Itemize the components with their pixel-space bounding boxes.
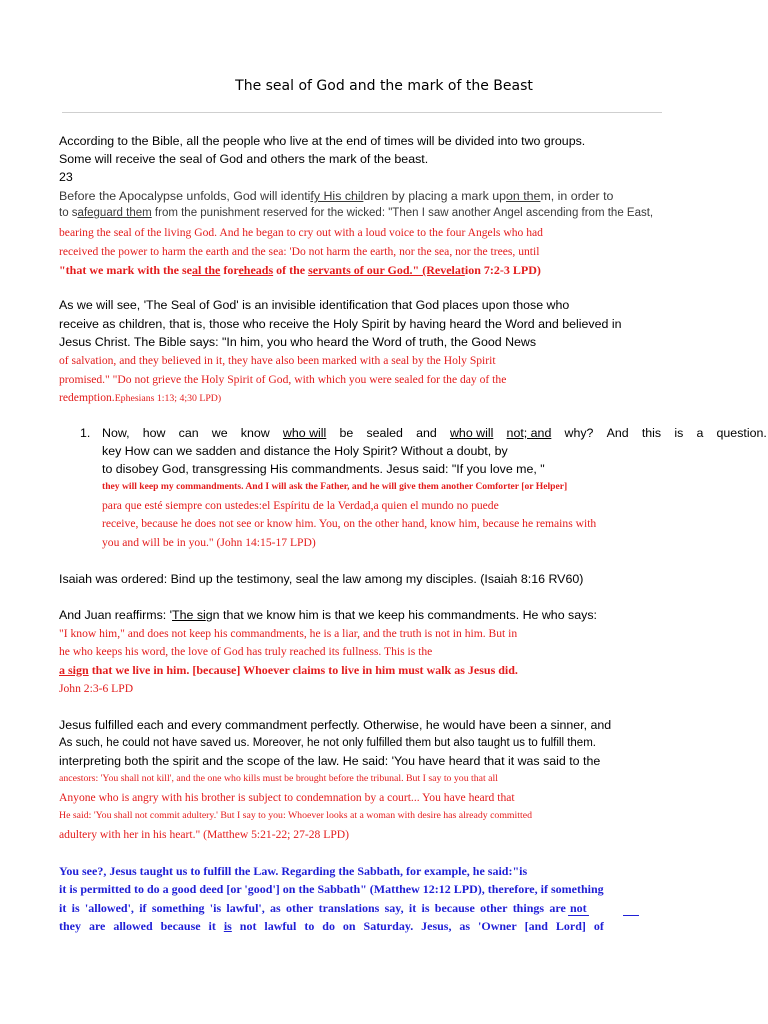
p3-line-4: a sign that we live in him. [because] Whoever claims to live in him must walk as Jesus did. — [59, 663, 518, 677]
p2-line-2: receive as children, that is, those who receive the Holy Spirit by having heard the Word and believed in — [59, 317, 622, 331]
p5-line-3: it is 'allowed', if something 'is lawful', as other translations say, it is because other things are — [59, 901, 566, 915]
blank-underline — [623, 902, 639, 916]
p4-line-5: Anyone who is angry with his brother is subject to condemnation by a court... You have heard that — [59, 791, 515, 804]
p3-line-5: John 2:3-6 LPD — [59, 682, 134, 695]
p3-line-2: "I know him," and does not keep his commandments, he is a liar, and the truth is not in him. But in — [59, 627, 518, 640]
p5-line-2: it is permitted to do a good deed [or 'good'] on the Sabbath" (Matthew 12:12 LPD), therefore, if something — [59, 882, 604, 896]
page-title: The seal of God and the mark of the Beast — [235, 78, 533, 94]
p2-line-6: redemption.Ephesians 1:13; 4;30 LPD) — [59, 391, 222, 404]
p1-line-1: According to the Bible, all the people who live at the end of times will be divided into two groups. — [59, 134, 586, 148]
p4-line-1: Jesus fulfilled each and every commandment perfectly. Otherwise, he would have been a sinner, and — [59, 718, 612, 732]
p3-line-1: And Juan reaffirms: 'The sign that we know him is that we keep his commandments. He who says: — [59, 608, 597, 622]
p1-line-5: to safeguard them from the punishment reserved for the wicked: "Then I saw another Angel ascending from the East, — [59, 207, 654, 219]
p1-line-4: Before the Apocalypse unfolds, God will identify His children by placing a mark upon them, in order to — [59, 189, 614, 203]
p5-line-4: they are allowed because it is not lawful to do on Saturday. Jesus, as 'Owner [and Lord] of — [59, 919, 604, 933]
title-divider — [62, 112, 662, 113]
p2-line-1: As we will see, 'The Seal of God' is an invisible identification that God places upon those who — [59, 298, 570, 312]
list-line-7: you and will be in you." (John 14:15-17 LPD) — [102, 536, 316, 549]
list-line-5: para que esté siempre con ustedes:el Espíritu de la Verdad,a quien el mundo no puede — [102, 499, 499, 512]
p4-line-3: interpreting both the spirit and the scope of the law. He said: 'You have heard that it was said to the — [59, 754, 601, 768]
p1-line-2: Some will receive the seal of God and others the mark of the beast. — [59, 152, 429, 166]
p4-line-7: adultery with her in his heart." (Matthew 5:21-22; 27-28 LPD) — [59, 828, 350, 841]
p5-line-3-underlined: not — [568, 901, 639, 916]
p3-line-3: he who keeps his word, the love of God has truly reached its fullness. This is the — [59, 645, 433, 658]
list-line-6: receive, because he does not see or know him. You, on the other hand, know him, because he remains with — [102, 517, 597, 530]
p5-line-1: You see?, Jesus taught us to fulfill the Law. Regarding the Sabbath, for example, he said:"is — [59, 864, 528, 878]
p2-line-4: of salvation, and they believed in it, they have also been marked with a seal by the Holy Spirit — [59, 354, 496, 367]
p2-line-5: promised." "Do not grieve the Holy Spirit of God, with which you were sealed for the day of the — [59, 373, 507, 386]
list-line-4: they will keep my commandments. And I will ask the Father, and he will give them another Comforter [or Helper] — [102, 481, 568, 492]
p1-line-3: 23 — [59, 170, 73, 184]
p4-line-4: ancestors: 'You shall not kill', and the one who kills must be brought before the tribunal. But I say to you that all — [59, 773, 498, 784]
p4-line-6: He said: 'You shall not commit adultery.' But I say to you: Whoever looks at a woman with desire has already committed — [59, 810, 532, 821]
p4-line-2: As such, he could not have saved us. Moreover, he not only fulfilled them but also taught us to fulfill them. — [59, 737, 596, 749]
p1-line-8: "that we mark with the seal the foreheads of the servants of our God." (Revelation 7:2-3 LPD) — [59, 263, 541, 277]
p2-line-3: Jesus Christ. The Bible says: "In him, you who heard the Word of truth, the Good News — [59, 335, 537, 349]
p1-line-7: received the power to harm the earth and the sea: 'Do not harm the earth, nor the sea, nor the trees, until — [59, 245, 540, 258]
list-line-1: Now, how can we know who will be sealed and who will not; and why? And this is a question. — [102, 426, 767, 440]
isaiah-line: Isaiah was ordered: Bind up the testimony, seal the law among my disciples. (Isaiah 8:16 RV60) — [59, 572, 584, 586]
list-line-3: to disobey God, transgressing His commandments. Jesus said: "If you love me, " — [102, 462, 545, 476]
p1-line-6: bearing the seal of the living God. And he began to cry out with a loud voice to the four Angels who had — [59, 226, 543, 239]
list-number: 1. — [80, 426, 91, 440]
list-line-2: key How can we sadden and distance the Holy Spirit? Without a doubt, by — [102, 444, 508, 458]
